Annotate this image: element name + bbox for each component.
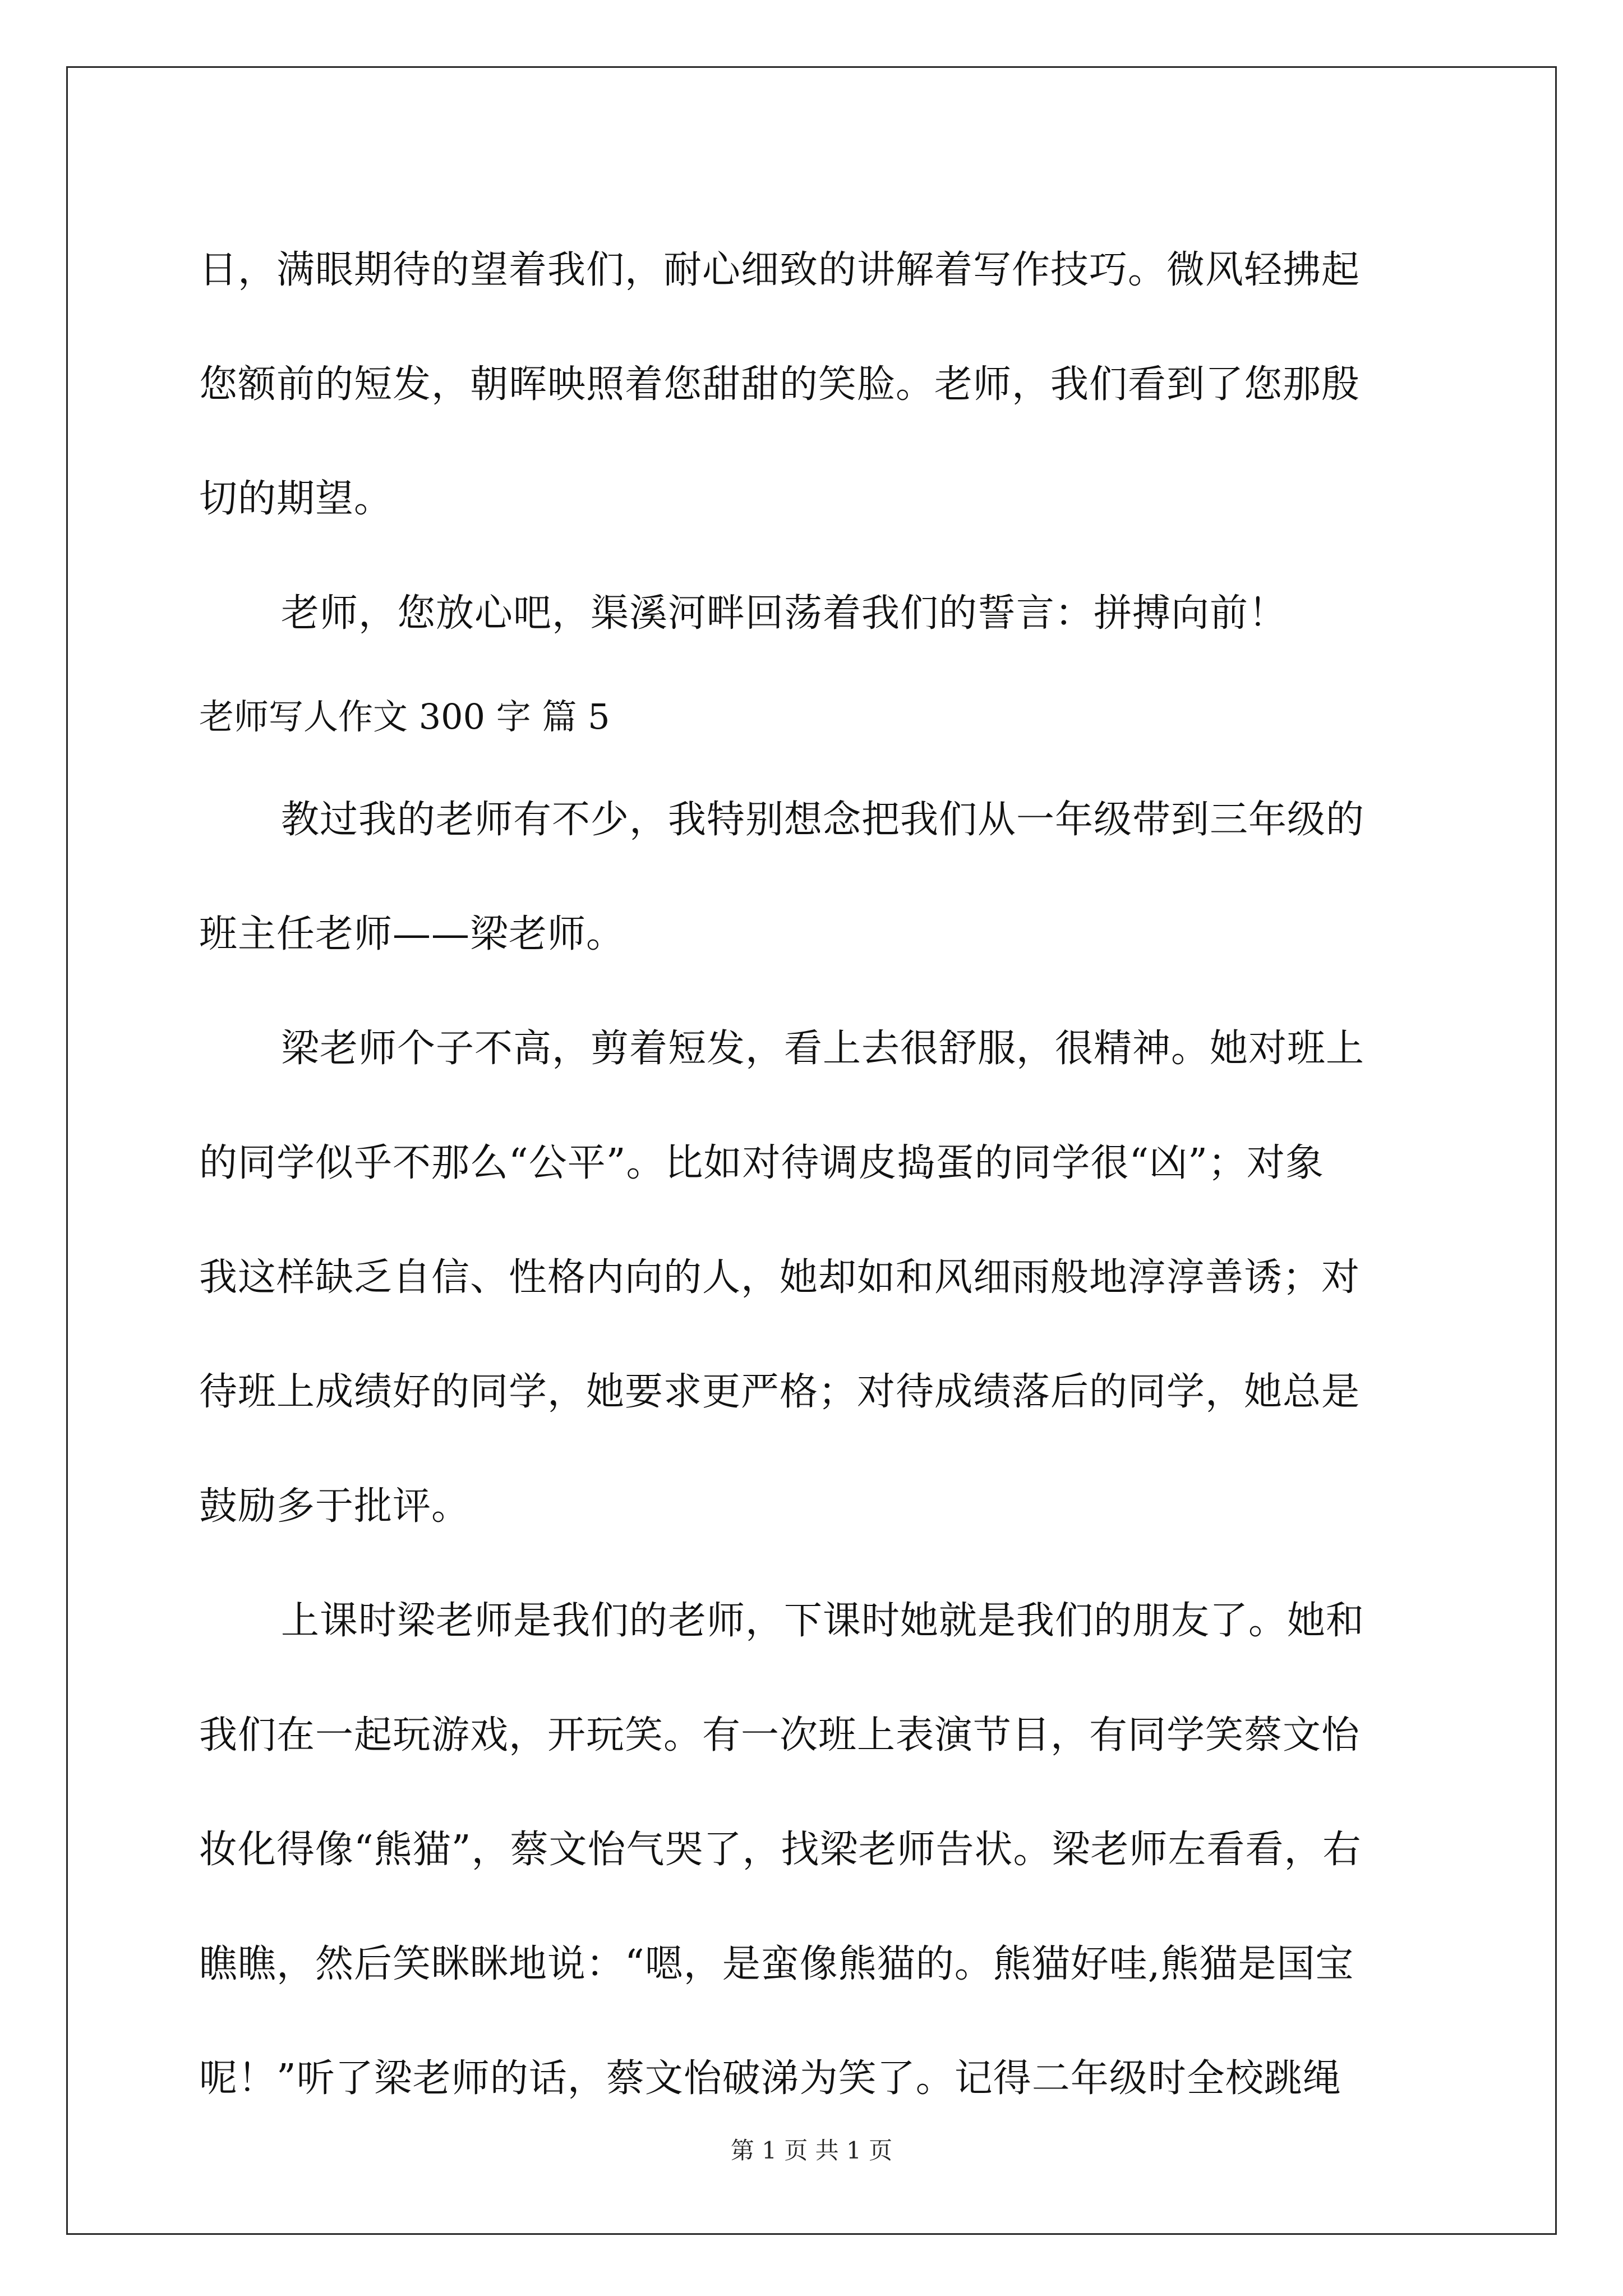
paragraph-line: 的同学似乎不那么“公平”。比如对待调皮捣蛋的同学很“凶”；对象 [199, 1141, 1325, 1185]
paragraph-line: 切的期望。 [199, 477, 393, 521]
paragraph-line: 老师，您放心吧，渠溪河畔回荡着我们的誓言：拼搏向前！ [281, 591, 1288, 636]
paragraph-line: 我这样缺乏自信、性格内向的人，她却如和风细雨般地淳淳善诱；对 [199, 1255, 1361, 1300]
paragraph-line: 日，满眼期待的望着我们，耐心细致的讲解着写作技巧。微风轻拂起 [199, 248, 1361, 292]
section-heading: 老师写人作文 300 字 篇 5 [199, 696, 610, 737]
paragraph-line: 梁老师个子不高，剪着短发，看上去很舒服，很精神。她对班上 [281, 1027, 1365, 1071]
paragraph-line: 呢！”听了梁老师的话，蔡文怡破涕为笑了。记得二年级时全校跳绳 [199, 2056, 1341, 2101]
paragraph-line: 瞧瞧，然后笑眯眯地说：“嗯，是蛮像熊猫的。熊猫好哇,熊猫是国宝 [199, 1942, 1354, 1986]
paragraph-line: 待班上成绩好的同学，她要求更严格；对待成绩落后的同学，她总是 [199, 1370, 1361, 1414]
paragraph-line: 鼓励多于批评。 [199, 1484, 471, 1529]
paragraph-line: 上课时梁老师是我们的老师，下课时她就是我们的朋友了。她和 [281, 1599, 1365, 1643]
paragraph-line: 班主任老师——梁老师。 [199, 912, 625, 956]
paragraph-line: 我们在一起玩游戏，开玩笑。有一次班上表演节目，有同学笑蔡文怡 [199, 1713, 1361, 1757]
paragraph-line: 教过我的老师有不少，我特别想念把我们从一年级带到三年级的 [281, 798, 1365, 842]
paragraph-line: 您额前的短发，朝晖映照着您甜甜的笑脸。老师，我们看到了您那殷 [199, 362, 1361, 407]
page-footer: 第 1 页 共 1 页 [730, 2137, 893, 2164]
document-body [199, 213, 1427, 2136]
paragraph-line: 妆化得像“熊猫”，蔡文怡气哭了，找梁老师告状。梁老师左看看，右 [199, 1828, 1362, 1872]
